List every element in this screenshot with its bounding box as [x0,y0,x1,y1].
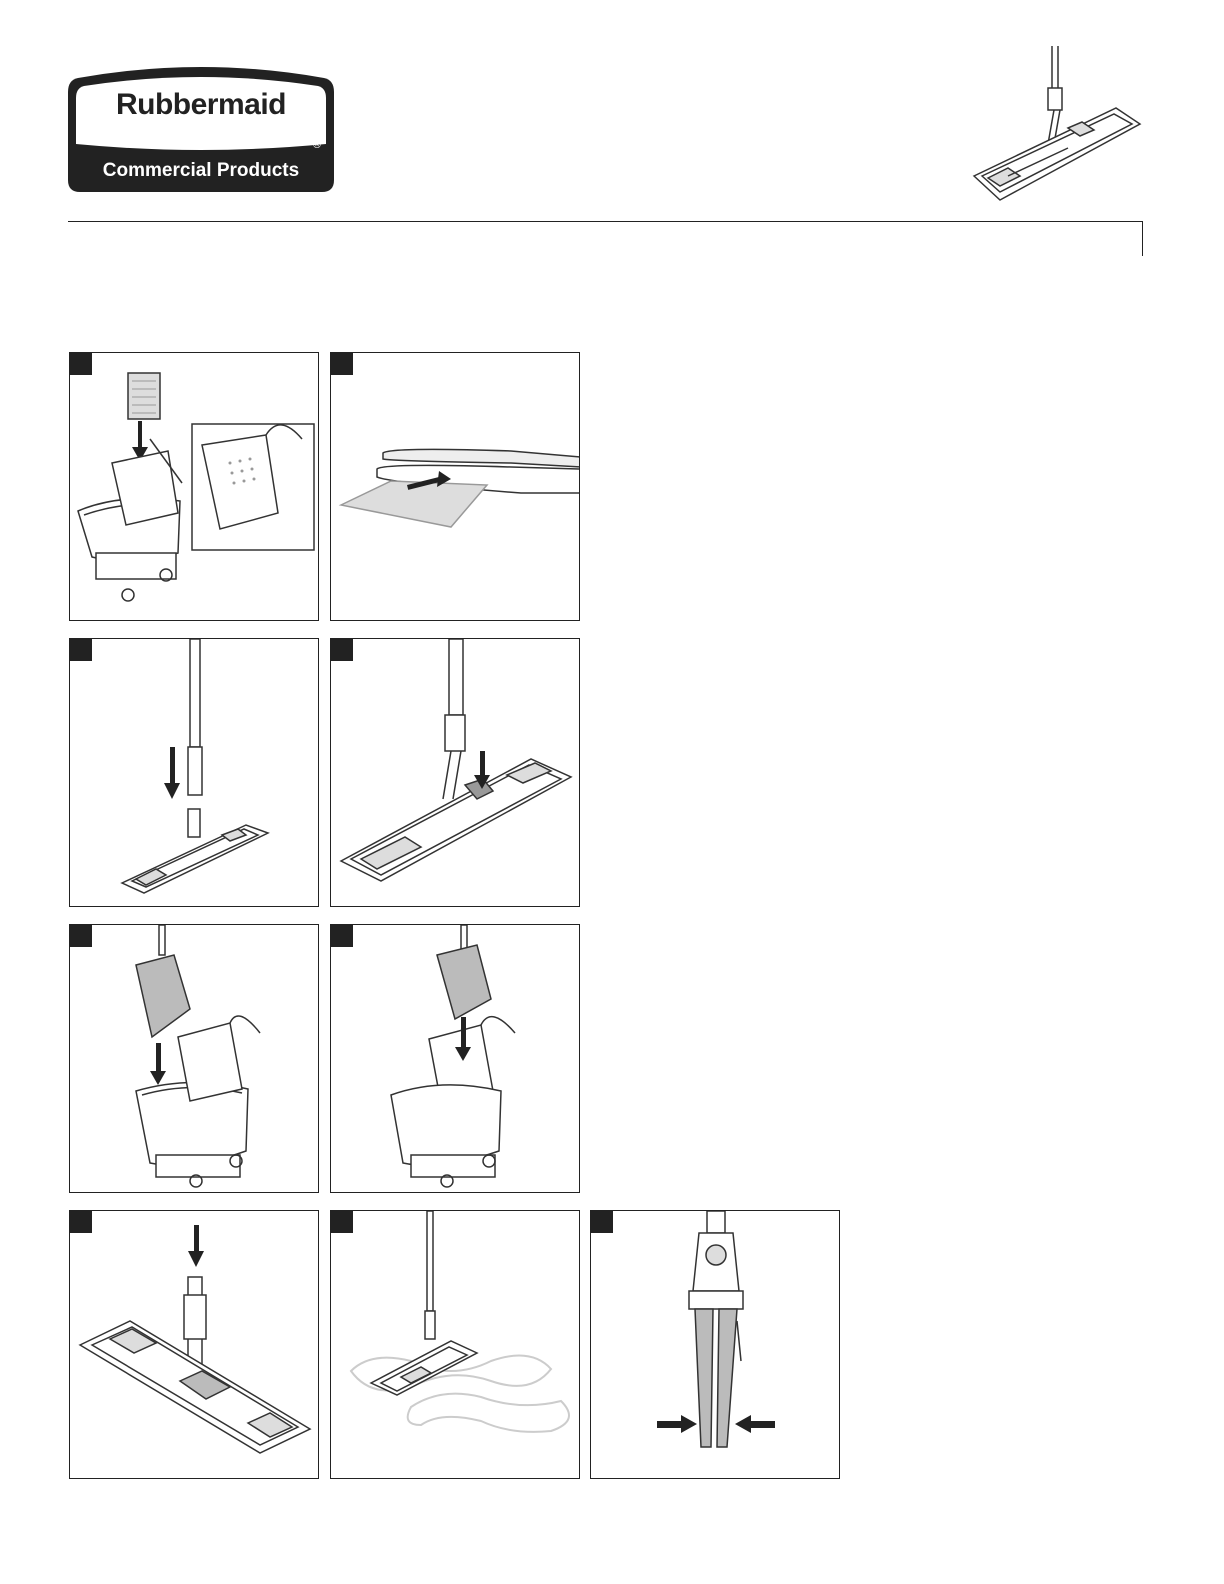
step-9-illustration [591,1211,840,1479]
logo-registered-mark: ® [312,140,322,151]
step-6-illustration [331,925,580,1193]
logo-subtitle: Commercial Products [102,160,300,181]
header-rule [68,221,1143,222]
hero-mop-illustration [968,44,1144,204]
step-panel-1 [69,352,319,621]
step-panel-9 [590,1210,840,1479]
step-panel-7 [69,1210,319,1479]
step-panel-4 [330,638,580,907]
step-panel-3 [69,638,319,907]
brand-logo [68,60,334,192]
step-2-illustration [331,353,580,621]
step-panel-8 [330,1210,580,1479]
step-8-illustration [331,1211,580,1479]
step-3-illustration [70,639,319,907]
step-5-illustration [70,925,319,1193]
logo-brand-name: Rubbermaid [115,88,287,121]
step-1-illustration [70,353,319,621]
header-rule-tick [1142,221,1143,256]
step-panel-2 [330,352,580,621]
step-4-illustration [331,639,580,907]
step-panel-6 [330,924,580,1193]
step-7-illustration [70,1211,319,1479]
step-panel-5 [69,924,319,1193]
